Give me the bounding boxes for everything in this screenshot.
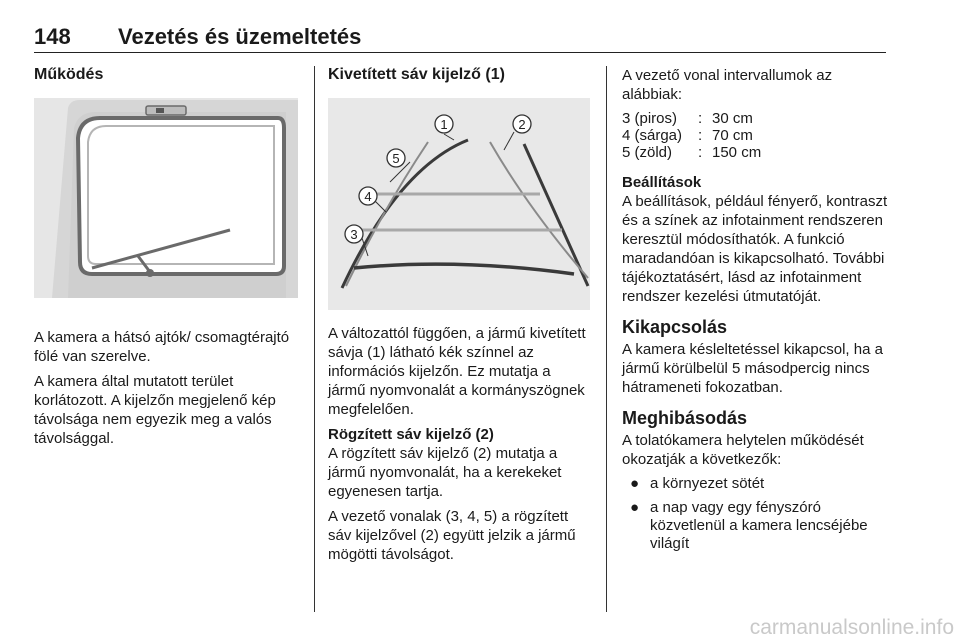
interval-value: 150 cm <box>712 144 762 161</box>
paragraph: A változattól függően, a jármű kivetített sávja (1) látható kék színnel az információs kijelzőn. Ez mutatja a jármű nyomvonalát a kormányszögnek megfelelően. <box>328 325 586 418</box>
page-number: 148 <box>34 24 71 49</box>
column-operation <box>34 66 300 454</box>
column-divider <box>314 66 315 612</box>
paragraph: A rögzített sáv kijelző (2) mutatja a jármű nyomvonalát, ha a kerekeket egyenesen tartja. <box>328 445 562 500</box>
interval-label: 4 (sárga) <box>622 127 683 144</box>
callout-2: 2 <box>518 117 526 132</box>
callout-3: 3 <box>350 227 358 242</box>
section-title-operation: Működés <box>34 66 104 83</box>
callout-4: 4 <box>364 189 372 204</box>
paragraph: A tolatókamera helytelen működését okozatják a következők: <box>622 432 864 468</box>
column-settings <box>622 66 890 559</box>
heading-malfunction: Meghibásodás <box>622 408 748 428</box>
malfunction-causes-list <box>622 475 890 553</box>
subheading-fixed-lane: Rögzített sáv kijelző (2) <box>328 426 494 443</box>
column-projected-lane <box>328 66 590 570</box>
interval-label: 3 (piros) <box>622 110 678 127</box>
bullet-icon: ● <box>630 475 640 492</box>
paragraph: A kamera által mutatott terület korlátozott. A kijelzőn megjelenő kép távolsága nem egyezik meg a valós távolsággal. <box>34 373 276 447</box>
interval-value: 70 cm <box>712 127 753 144</box>
interval-separator: : <box>698 110 703 127</box>
rear-door-camera-illustration <box>34 98 298 298</box>
paragraph: A beállítások, például fényerő, kontraszt és a színek az infotainment rendszeren keresztül módosíthatók. A funkció maradandóan is kikapcsolható. További tájékoztatásért, lásd az infotainment rendszer kezelési útmutatóját. <box>622 193 888 305</box>
list-item: ● a nap vagy egy fényszóró közvetlenül a kamera lencséjébe világít <box>630 499 868 552</box>
interval-separator: : <box>698 127 703 144</box>
list-item: ● a környezet sötét <box>630 475 765 492</box>
interval-separator: : <box>698 144 703 161</box>
paragraph: A kamera a hátsó ajtók/ csomagtérajtó fölé van szerelve. <box>34 329 290 365</box>
section-title-projected-lane: Kivetített sáv kijelző (1) <box>328 66 505 83</box>
interval-value: 30 cm <box>712 110 753 127</box>
subheading-settings: Beállítások <box>622 174 702 191</box>
paragraph: A vezető vonalak (3, 4, 5) a rögzített sáv kijelzővel (2) együtt jelzik a jármű mögötti távolságot. <box>328 508 576 563</box>
interval-label: 5 (zöld) <box>622 144 673 161</box>
callout-5: 5 <box>392 151 400 166</box>
bullet-icon: ● <box>630 499 640 516</box>
guide-line-interval-table <box>622 110 890 161</box>
callout-1: 1 <box>440 117 448 132</box>
paragraph: A vezető vonal intervallumok az alábbiak: <box>622 67 833 103</box>
page-header <box>34 22 886 53</box>
guide-lines-diagram <box>328 98 590 310</box>
chapter-title: Vezetés és üzemeltetés <box>118 24 362 49</box>
column-divider <box>606 66 607 612</box>
watermark: carmanualsonline.info <box>749 616 954 639</box>
paragraph: A kamera késleltetéssel kikapcsol, ha a jármű körülbelül 5 másodpercig nincs hátrameneti fokozatban. <box>622 341 883 396</box>
heading-switch-off: Kikapcsolás <box>622 317 728 337</box>
